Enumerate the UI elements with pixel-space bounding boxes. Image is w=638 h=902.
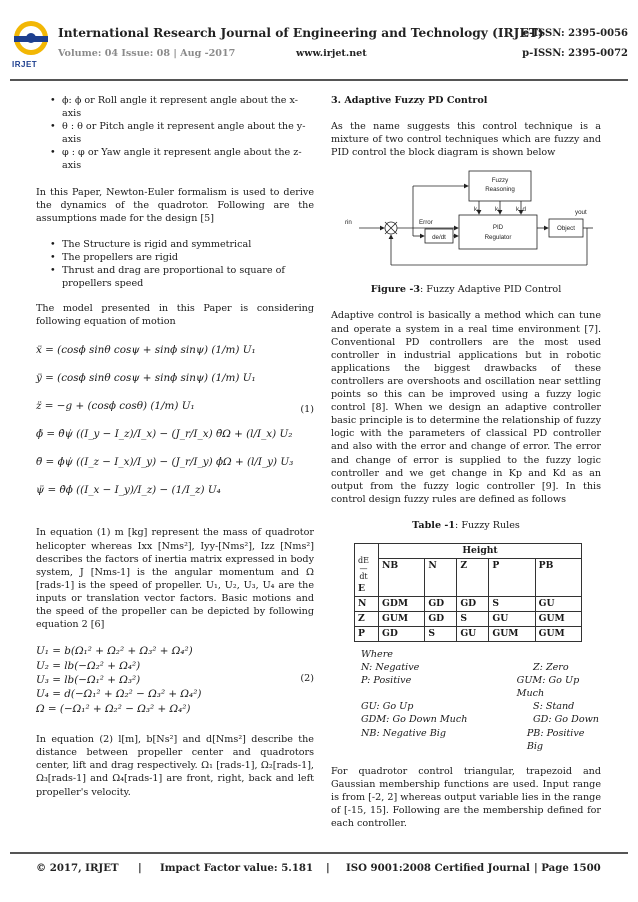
equation-number: (1): [300, 404, 314, 416]
table-row-header: P: [355, 626, 379, 641]
table-cell: GD: [425, 611, 457, 626]
table-row-header: N: [355, 596, 379, 611]
corner-e: E: [358, 582, 366, 594]
table-cell: GU: [535, 596, 581, 611]
list-item: • θ : θ or Pitch angle it represent angle about the y-axis: [50, 120, 314, 146]
paragraph-model: The model presented in this Paper is considering following equation of motion: [36, 303, 314, 328]
footer-separator: |: [138, 862, 142, 874]
table-caption-text: : Fuzzy Rules: [455, 519, 520, 531]
dedt-label: de/dt: [432, 234, 446, 242]
table-label: Table -1: [412, 519, 456, 531]
equation-line: U₃ = lb(−Ω₁² + Ω₃²): [36, 673, 141, 686]
journal-title: International Research Journal of Engineering and Technology (IRJET): [58, 26, 544, 40]
irjet-logo-icon: [10, 18, 52, 62]
table-cell: GUM: [535, 626, 581, 641]
paragraph-equation-1: In equation (1) m [kg] represent the mass of quadrotor helicopter whereas Ixx [Nms²], Iyy-[Nms²], Izz [Nms²] describes the factors of inertia matrix expressed in body system, J [Nms-1] is the angular momentum and Ω [rads-1] is the speed of propeller. U₁, U₂, U₃, U₄ are the inputs or translation vector factors. Basic motions and the speed of the propeller can be depicted by following equation 2 [6]: [36, 527, 314, 631]
equation-line: z̈ = −g + (cosϕ cosθ) (1/m) U₁: [36, 400, 195, 413]
pid-regulator-block: [459, 215, 537, 249]
error-label: Error: [419, 219, 433, 227]
paragraph-intro: As the name suggests this control technique is a mixture of two control techniques which are fuzzy and PID control the block diagram is shown below: [331, 121, 601, 159]
equation-2: [36, 645, 314, 717]
table-row: [355, 611, 582, 626]
corner-de: dE: [358, 555, 369, 565]
paragraph-newton-euler: In this Paper, Newton-Euler formalism is used to derive the dynamics of the quadrotor. Following are the assumptions made for the design [5]: [36, 186, 314, 224]
fuzzy-pid-block-diagram: [339, 167, 593, 275]
legend-row: NB: Negative Big PB: Positive Big: [361, 727, 585, 752]
equation-line: ẍ = (cosϕ sinθ cosψ + sinϕ sinψ) (1/m) U₁: [36, 344, 256, 357]
paragraph-adaptive: Adaptive control is basically a method which can tune and operate a system in a real time environment [7]. Conventional PD controllers are the most used controller in industrial applications but in robotic applications the biggest drawbacks of these controllers are overshoots and oscillation near settling points so this can be improved using a fuzzy logic control [8]. When we design an adaptive controller basic principle is to determine the relationship of fuzzy logic with the parameters of classical PD controller and also with the error and change of error. The error and change of error is supplied to the fuzzy logic controller and we get change in Kp and Kd as an output from the fuzzy logic controller [9]. In this control design fuzzy rules are defined as follows: [331, 310, 601, 505]
legend-row: GDM: Go Down Much GD: Go Down: [361, 714, 599, 726]
right-column: [331, 94, 601, 830]
list-item: • ϕ: ϕ or Roll angle it represent angle about the x-axis: [50, 94, 314, 120]
legend-row: GU: Go Up S: Stand: [361, 701, 575, 713]
yout-label: yout: [575, 209, 587, 217]
angle-definitions-list: [50, 94, 314, 173]
table-cell: GUM: [489, 626, 535, 641]
equation-line: U₄ = d(−Ω₁² + Ω₂² − Ω₃² + Ω₄²): [36, 688, 202, 701]
table-column-header: PB: [535, 558, 581, 596]
object-label: Object: [557, 225, 575, 233]
footer-separator: |: [326, 862, 330, 874]
paragraph-equation-2: In equation (2) l[m], b[Ns²] and d[Nms²] describe the distance between propeller center and quadrotors center, lift and drag respectively. Ω₁ [rads-1], Ω₂[rads-1], Ω₃[rads-1] and Ω₄[rads-1] are front, right, back and left propeller's velocity.: [36, 734, 314, 798]
ki-label: kᵢ: [495, 206, 500, 214]
table-column-header: Z: [457, 558, 489, 596]
table-row: [355, 596, 582, 611]
table-cell: GU: [457, 626, 489, 641]
equation-line: ϕ̈ = θ̇ψ̇ ((I_y − I_z)/I_x) − (J_r/I_x) θ̇Ω + (l/I_x) U₂: [36, 428, 293, 441]
table-row: [355, 626, 582, 641]
figure-caption: [331, 283, 601, 296]
table-cell: GUM: [379, 611, 425, 626]
figure-label: Figure -3: [370, 284, 421, 296]
equation-line: θ̈ = ϕ̇ψ̇ ((I_z − I_x)/I_y) − (J_r/I_y) ϕ̇Ω + (l/I_y) U₃: [36, 456, 294, 469]
pid-label-2: Regulator: [484, 234, 512, 242]
e-issn: e-ISSN: 2395-0056: [522, 28, 628, 39]
table-cell: GD: [379, 626, 425, 641]
corner-dt: dt: [359, 571, 368, 581]
p-issn: p-ISSN: 2395-0072: [522, 48, 628, 59]
kp-label: kₚ: [474, 206, 480, 214]
footer-page-number: | Page 1500: [534, 862, 601, 874]
header-divider: [10, 79, 628, 81]
table-cell: GD: [425, 596, 457, 611]
fuzzy-label-2: Reasoning: [485, 186, 515, 194]
paragraph-membership: For quadrotor control triangular, trapezoid and Gaussian membership functions are used. Input range is from [-2, 2] whereas output variable lies in the range of [-15, 15]. Following are the membership defined for each controller.: [331, 765, 601, 830]
equation-line: Ω = (−Ω₁² + Ω₂² − Ω₃² + Ω₄²): [36, 702, 191, 715]
list-item: • Thrust and drag are proportional to square of propellers speed: [50, 264, 314, 290]
legend-row: P: Positive GUM: Go Up Much: [361, 675, 580, 700]
logo-label: IRJET: [12, 60, 38, 69]
table-corner-cell: dE — dt E: [355, 543, 379, 596]
table-cell: GUM: [535, 611, 581, 626]
equation-number: (2): [300, 673, 314, 685]
table-column-header: P: [489, 558, 535, 596]
table-column-header: NB: [379, 558, 425, 596]
left-column: [36, 94, 314, 799]
equation-1: [36, 344, 314, 512]
journal-website[interactable]: www.irjet.net: [296, 48, 367, 59]
table-cell: GU: [489, 611, 535, 626]
kd-label: k_d: [516, 206, 526, 214]
assumptions-list: [50, 238, 314, 290]
figure-caption-text: : Fuzzy Adaptive PID Control: [420, 284, 562, 296]
fuzzy-rules-table: [354, 543, 582, 642]
footer-divider: [10, 852, 628, 854]
pid-label-1: PID: [492, 224, 504, 232]
rin-label: rin: [345, 219, 352, 227]
table-cell: S: [425, 626, 457, 641]
list-item: • φ : φ or Yaw angle it represent angle about the z-axis: [50, 146, 314, 172]
table-row-header: Z: [355, 611, 379, 626]
volume-issue: Volume: 04 Issue: 08 | Aug -2017: [58, 48, 236, 59]
table-cell: GDM: [379, 596, 425, 611]
table-cell: S: [489, 596, 535, 611]
list-item: • The Structure is rigid and symmetrical: [50, 238, 314, 251]
footer-impact-factor: Impact Factor value: 5.181: [160, 862, 314, 874]
equation-line: ÿ = (cosϕ sinθ cosψ + sinϕ sinψ) (1/m) U₁: [36, 372, 256, 385]
legend-row: N: Negative Z: Zero: [361, 662, 569, 674]
fuzzy-label-1: Fuzzy: [491, 177, 509, 185]
table-legend: [361, 648, 601, 753]
table-caption: [331, 519, 601, 532]
list-item: • The propellers are rigid: [50, 251, 314, 264]
equation-line: ψ̈ = θ̇ϕ̇ ((I_x − I_y)/I_z) − (1/I_z) U₄: [36, 484, 221, 497]
table-header-height: Height: [379, 543, 582, 558]
equation-line: U₁ = b(Ω₁² + Ω₂² + Ω₃² + Ω₄²): [36, 645, 193, 658]
table-column-header: N: [425, 558, 457, 596]
footer-iso: ISO 9001:2008 Certified Journal: [346, 862, 530, 874]
page-header: [10, 14, 628, 76]
legend-where: Where: [361, 648, 393, 660]
section-title: 3. Adaptive Fuzzy PD Control: [331, 95, 488, 106]
table-cell: GD: [457, 596, 489, 611]
footer-copyright: © 2017, IRJET: [36, 862, 119, 874]
equation-line: U₂ = lb(−Ω₂² + Ω₄²): [36, 659, 141, 672]
table-cell: S: [457, 611, 489, 626]
